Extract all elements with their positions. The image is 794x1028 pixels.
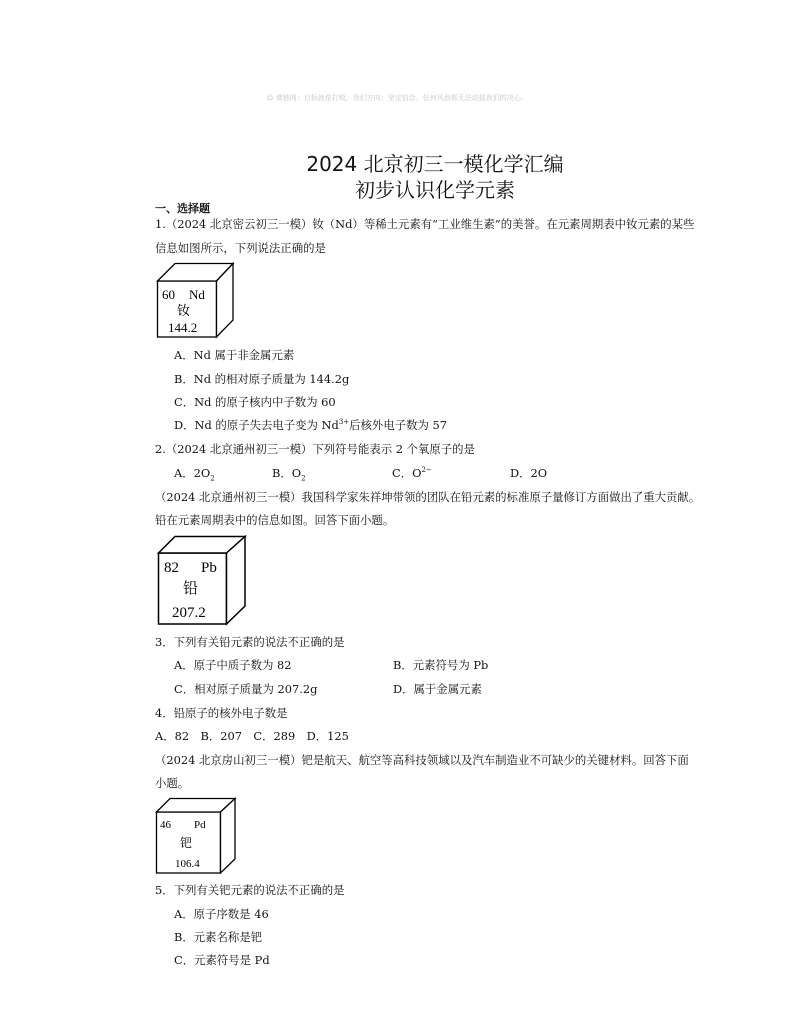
q1-stem-line2: 信息如图所示，下列说法正确的是 — [155, 241, 326, 255]
q3-stem: 3．下列有关铅元素的说法不正确的是 — [155, 635, 345, 649]
q4-options: A．82 B．207 C．289 D．125 — [155, 729, 349, 743]
q5-option-b: B．元素名称是钯 — [174, 930, 263, 944]
q1-option-c: C．Nd 的原子核内中子数为 60 — [174, 395, 336, 409]
page-title: 2024 北京初三一模化学汇编 — [306, 152, 564, 176]
nd-name: 钕 — [177, 303, 191, 318]
q2-stem: 2.（2024 北京通州初三一模）下列符号能表示 2 个氧原子的是 — [155, 442, 475, 456]
q4-stem: 4．铅原子的核外电子数是 — [155, 706, 288, 720]
pd-atomic-number: 46 — [160, 819, 171, 831]
pd-passage-line2: 小题。 — [155, 776, 190, 790]
q1-option-a: A．Nd 属于非金属元素 — [174, 348, 295, 362]
q2-option-c: C．$O^{2-}$ — [392, 466, 432, 480]
section-heading: 一、选择题 — [155, 202, 210, 215]
q3-option-c: C．相对原子质量为 207.2g — [174, 682, 318, 696]
q2-option-d: D．2O — [510, 466, 548, 480]
nd-atomic-mass: 144.2 — [168, 320, 198, 335]
q1-stem-line1: 1.（2024 北京密云初三一模）钕（Nd）等稀土元素有“工业维生素”的美誉。在元素周期表中钕元素的某些 — [155, 217, 695, 231]
q5-option-c: C．元素符号是 Pd — [174, 953, 270, 967]
element-card-pb — [157, 535, 249, 627]
element-card-pd — [155, 797, 239, 877]
pd-passage-line1: （2024 北京房山初三一模）钯是航天、航空等高科技领域以及汽车制造业不可缺少的关键材料。回答下面 — [155, 753, 689, 767]
q2-option-b: B．$O_2$ — [272, 466, 306, 483]
page-subtitle: 初步认识化学元素 — [355, 178, 515, 202]
pd-symbol: Pd — [194, 819, 206, 831]
pb-symbol: Pb — [201, 560, 217, 576]
q5-option-a: A．原子序数是 46 — [174, 907, 269, 921]
q1-option-b: B．Nd 的相对原子质量为 144.2g — [174, 372, 350, 386]
watermark: ☺ 课链网：目标就是打败，我们方向：坚定信念，任何风浪都无法动摇我们的决心。 — [266, 94, 528, 102]
pd-name: 钯 — [180, 836, 193, 850]
pb-atomic-number: 82 — [164, 560, 179, 576]
pb-name: 铅 — [183, 581, 199, 597]
q3-option-b: B．元素符号为 Pb — [393, 658, 489, 672]
pb-passage-line1: （2024 北京通州初三一模）我国科学家朱祥坤带领的团队在铅元素的标准原子量修订方面做出了重大贡献。 — [155, 490, 701, 504]
pb-atomic-mass: 207.2 — [172, 605, 206, 621]
pd-atomic-mass: 106.4 — [175, 858, 200, 870]
element-card-nd — [156, 262, 236, 342]
q3-option-a: A．原子中质子数为 82 — [174, 658, 292, 672]
nd-symbol: Nd — [189, 287, 205, 302]
nd-atomic-number: 60 — [162, 287, 175, 302]
q5-stem: 5．下列有关钯元素的说法不正确的是 — [155, 883, 345, 897]
q2-option-a: A．$2O_2$ — [174, 466, 215, 483]
pb-passage-line2: 铅在元素周期表中的信息如图。回答下面小题。 — [155, 513, 395, 527]
q3-option-d: D．属于金属元素 — [393, 682, 482, 696]
q1-option-d: D．Nd 的原子失去电子变为 $Nd^{3+}$后核外电子数为 57 — [174, 418, 447, 432]
